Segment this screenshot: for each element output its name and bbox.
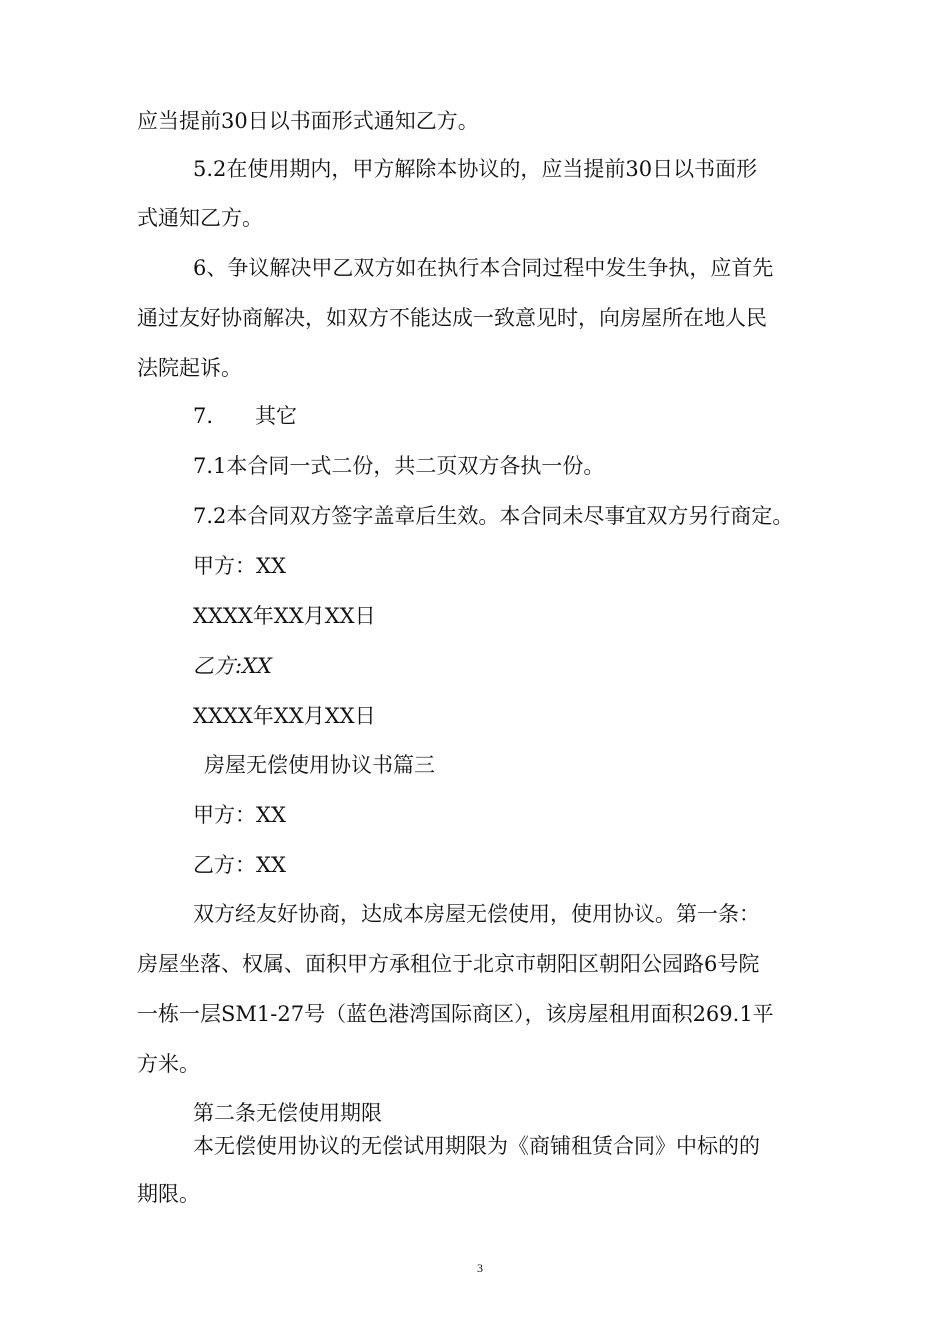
party-a-line: 甲方：XX [193, 554, 286, 578]
text-line: 6、争议解决甲乙双方如在执行本合同过程中发生争执，应首先 [193, 256, 774, 280]
date-line: XXXX年XX月XX日 [193, 604, 376, 628]
party-a-line: 甲方：XX [193, 803, 286, 827]
section-title: 房屋无偿使用协议书篇三 [204, 753, 435, 777]
text-line: 应当提前30日以书面形式通知乙方。 [137, 109, 479, 133]
text-line: 期限。 [137, 1182, 200, 1206]
section-heading: 7. 其它 [193, 404, 298, 428]
page-number: 3 [477, 1261, 483, 1275]
text-line: 7.1本合同一式二份，共二页双方各执一份。 [193, 454, 605, 478]
text-line: 7.2本合同双方签字盖章后生效。本合同未尽事宜双方另行商定。 [193, 504, 794, 528]
text-line: 法院起诉。 [137, 356, 242, 380]
text-line: 房屋坐落、权属、面积甲方承租位于北京市朝阳区朝阳公园路6号院 [137, 952, 760, 976]
text-line: 5.2在使用期内，甲方解除本协议的，应当提前30日以书面形 [193, 157, 758, 181]
party-b-line: 乙方：XX [193, 853, 286, 877]
text-line: 一栋一层SM1-27号（蓝色港湾国际商区），该房屋租用面积269.1平 [137, 1002, 774, 1026]
text-line: 本无偿使用协议的无偿试用期限为《商铺租赁合同》中标的的 [193, 1134, 760, 1158]
party-b-line: 乙方:XX [193, 654, 272, 678]
date-line: XXXX年XX月XX日 [193, 704, 376, 728]
text-line: 方米。 [137, 1052, 200, 1076]
text-line: 通过友好协商解决，如双方不能达成一致意见时，向房屋所在地人民 [137, 306, 767, 330]
text-line: 双方经友好协商，达成本房屋无偿使用，使用协议。第一条： [193, 902, 760, 926]
article-heading: 第二条无偿使用期限 [193, 1101, 382, 1125]
text-line: 式通知乙方。 [137, 206, 263, 230]
